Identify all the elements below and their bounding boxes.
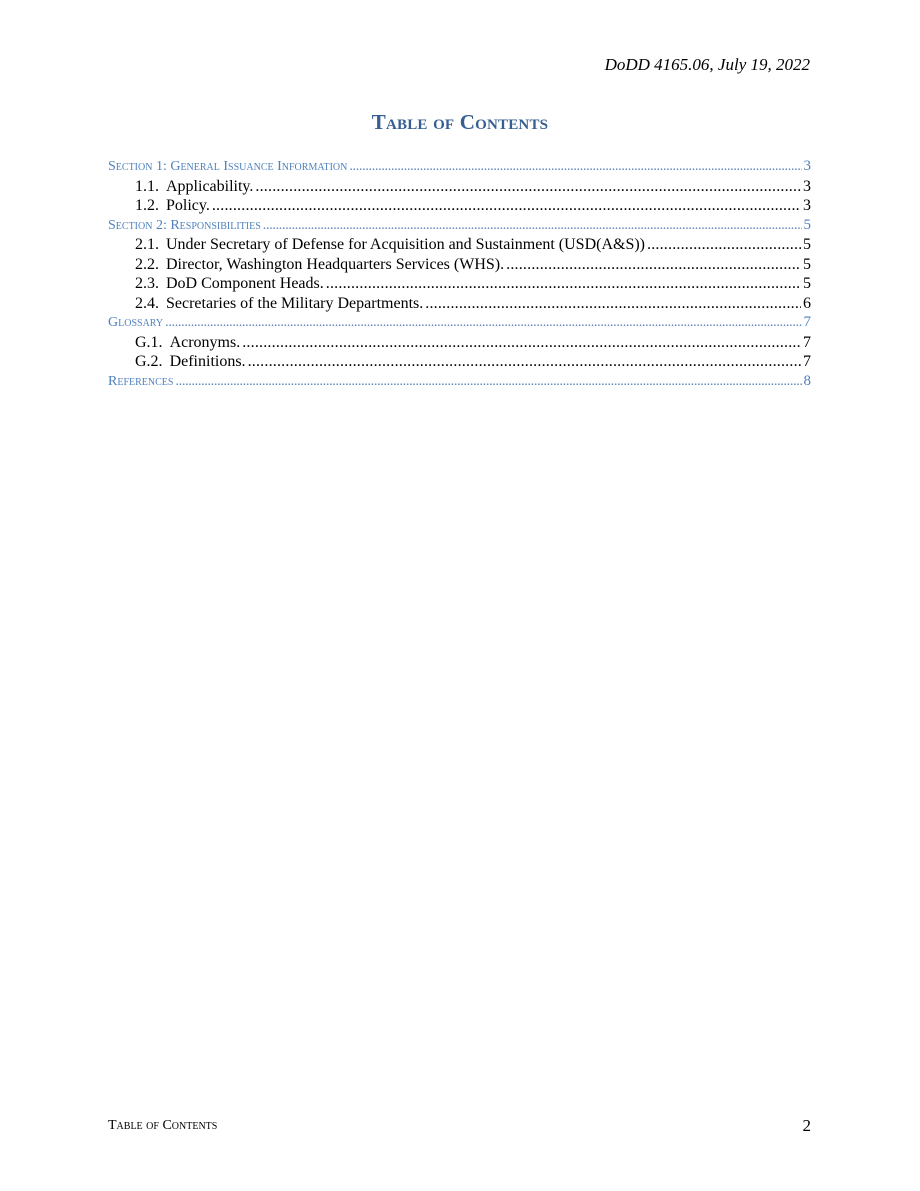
toc-entry-label xyxy=(135,352,246,372)
toc-entry-text: Section 2: Responsibilities xyxy=(108,217,261,233)
toc-entry-text: Under Secretary of Defense for Acquisition and Sustainment (USD(A&S)) xyxy=(166,236,645,253)
toc-dot-leader xyxy=(255,177,801,197)
toc-dot-leader xyxy=(212,196,801,216)
toc-entry-text: References xyxy=(108,373,174,389)
toc-page-number: 3 xyxy=(803,158,811,174)
toc-entry-text: Policy. xyxy=(166,197,210,214)
toc-section-entry[interactable] xyxy=(108,372,811,392)
toc-entry-label xyxy=(108,216,261,236)
toc-subsection-entry[interactable] xyxy=(108,294,811,314)
toc-entry-text: Definitions. xyxy=(169,353,246,370)
toc-entry-label xyxy=(135,177,253,197)
toc-subsection-entry[interactable] xyxy=(108,274,811,294)
toc-subsection-entry[interactable] xyxy=(108,352,811,372)
toc-entry-text: Applicability. xyxy=(166,177,254,195)
toc-dot-leader xyxy=(175,372,801,392)
toc-entry-text: Glossary xyxy=(108,315,164,330)
toc-entry-label xyxy=(135,274,324,294)
toc-entry-label xyxy=(135,294,423,314)
toc-dot-leader xyxy=(248,352,801,372)
toc-page-number: 3 xyxy=(803,177,811,195)
toc-section-entry[interactable] xyxy=(108,157,811,177)
toc-entry-number: G.1. xyxy=(135,333,163,351)
toc-subsection-entry[interactable] xyxy=(108,177,811,197)
toc-entry-label xyxy=(135,235,645,255)
toc-subsection-entry[interactable] xyxy=(108,333,811,353)
toc-dot-leader xyxy=(242,333,801,353)
toc-dot-leader xyxy=(647,235,801,255)
toc-page-number: 5 xyxy=(803,236,811,253)
toc-page-number: 7 xyxy=(803,333,811,351)
toc-entry-number: 2.1. xyxy=(135,236,159,253)
toc-entry-text: DoD Component Heads. xyxy=(166,275,324,292)
toc-dot-leader xyxy=(165,313,801,333)
toc-page-number: 3 xyxy=(803,197,811,214)
toc-subsection-entry[interactable] xyxy=(108,235,811,255)
toc-entry-label xyxy=(135,255,504,275)
toc-page-number: 5 xyxy=(803,275,811,292)
footer-section-name: Table of Contents xyxy=(108,1118,218,1133)
toc-entry-text: Section 1: General Issuance Information xyxy=(108,159,348,174)
toc-entry-text: Director, Washington Headquarters Services (WHS). xyxy=(166,255,505,273)
toc-entry-number: G.2. xyxy=(135,353,163,370)
toc-dot-leader xyxy=(326,274,801,294)
toc-entry-label xyxy=(135,333,240,353)
toc-entry-text: Acronyms. xyxy=(169,333,241,351)
toc-page-number: 6 xyxy=(803,294,811,312)
toc-entry-number: 1.2. xyxy=(135,197,159,214)
toc-page-number: 5 xyxy=(803,255,811,273)
toc-dot-leader xyxy=(349,157,801,177)
toc-section-entry[interactable] xyxy=(108,313,811,333)
toc-page-number: 8 xyxy=(803,372,811,389)
toc-page-number: 7 xyxy=(803,314,811,330)
toc-subsection-entry[interactable] xyxy=(108,196,811,216)
toc-entry-number: 2.2. xyxy=(135,255,159,273)
toc-section-entry[interactable] xyxy=(108,216,811,236)
toc-entry-number: 1.1. xyxy=(135,177,159,195)
toc-entry-number: 2.3. xyxy=(135,275,159,292)
toc-entry-text: Secretaries of the Military Departments. xyxy=(166,294,424,312)
footer-page-number: 2 xyxy=(802,1116,811,1135)
toc-entry-number: 2.4. xyxy=(135,294,159,312)
document-reference-header: DoDD 4165.06, July 19, 2022 xyxy=(604,55,810,74)
page-title: Table of Contents xyxy=(371,110,549,134)
toc-entry-label xyxy=(108,157,347,177)
table-of-contents xyxy=(108,157,811,391)
toc-subsection-entry[interactable] xyxy=(108,255,811,275)
toc-dot-leader xyxy=(425,294,801,314)
toc-dot-leader xyxy=(506,255,801,275)
toc-page-number: 5 xyxy=(803,216,811,233)
toc-entry-label xyxy=(108,313,163,333)
toc-dot-leader xyxy=(263,216,802,236)
toc-page-number: 7 xyxy=(803,353,811,370)
toc-entry-label xyxy=(108,372,173,392)
toc-entry-label xyxy=(135,196,210,216)
